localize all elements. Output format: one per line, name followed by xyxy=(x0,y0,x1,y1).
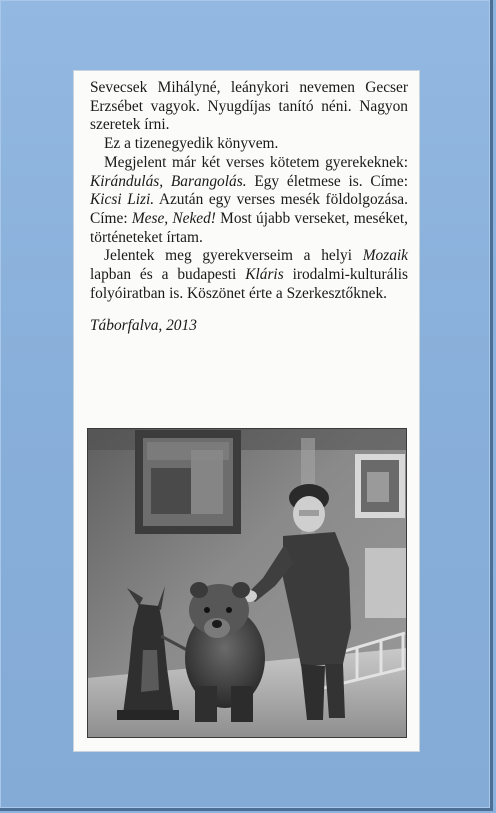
book-title-mese-neked: Mese, Neked! xyxy=(131,209,216,227)
bio-paragraph-3 xyxy=(90,154,408,248)
book-title-kirandulas: Kirándulás, Barangolás. xyxy=(90,172,247,190)
text-segment: Azután egy verses mesék földolgozása. Címe: xyxy=(90,191,408,227)
text-segment: Most újabb verseket, meséket, történeteket írtam. xyxy=(90,209,408,246)
text-segment: Jelentek meg gyerekverseim a helyi xyxy=(104,247,363,265)
text-card xyxy=(73,70,420,752)
text-segment: irodalmi-kulturális folyóiratban is. Köszönet érte a Szerkesztőknek. xyxy=(90,266,408,302)
text-segment: lapban és a budapesti xyxy=(90,266,246,284)
bio-paragraph-2: Ez a tizenegyedik könyvem. xyxy=(104,135,279,153)
author-photo xyxy=(87,428,407,738)
text-segment: Egy életmese is. Címe: xyxy=(246,172,408,190)
text-segment: Megjelent már két verses kötetem gyerekeknek: xyxy=(104,153,408,171)
painting-left xyxy=(135,430,241,534)
signature-place-date: Táborfalva, 2013 xyxy=(90,317,197,335)
bio-paragraph-1: Sevecsek Mihályné, leánykori nevemen Gecser Erzsébet vagyok. Nyugdíjas tanító néni. Nagyon szeretek írni. xyxy=(90,79,408,134)
painting-right xyxy=(355,454,405,518)
bio-paragraph-4 xyxy=(90,247,408,303)
book-title-kicsi-lizi: Kicsi Lizi. xyxy=(90,191,155,209)
publication-klaris: Kláris xyxy=(245,266,284,284)
publication-mozaik: Mozaik xyxy=(362,247,408,265)
author-bio xyxy=(90,79,408,336)
